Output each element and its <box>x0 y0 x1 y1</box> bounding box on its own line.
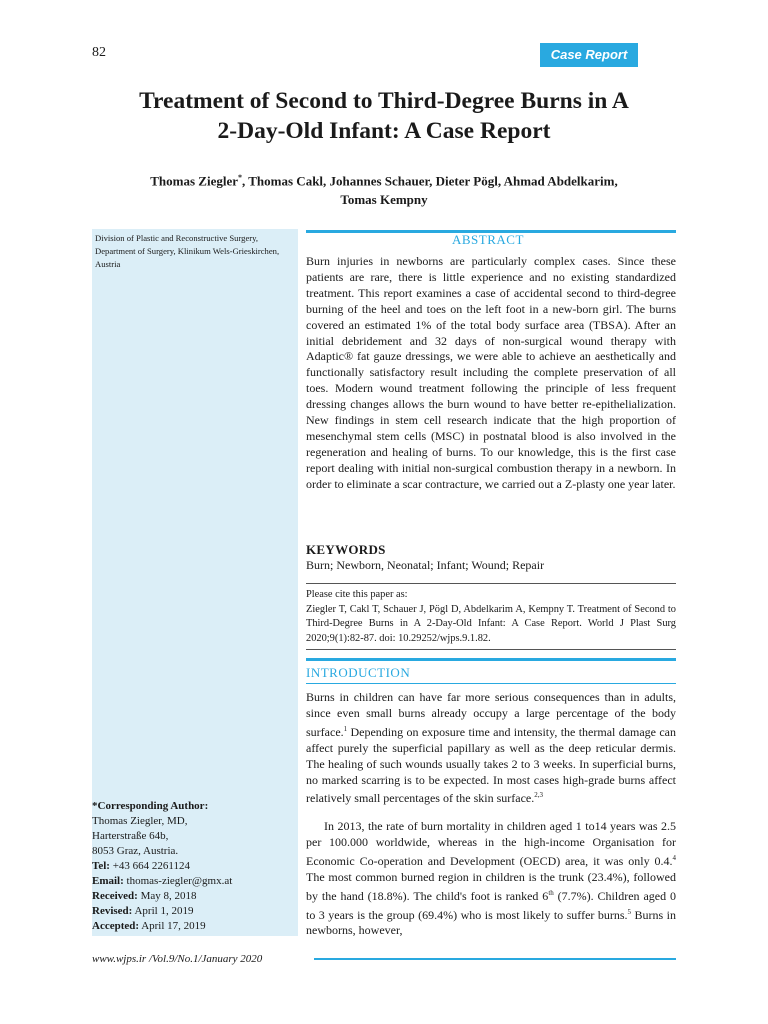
ref-5: 5 <box>627 907 632 916</box>
accepted-date: Accepted: April 17, 2019 <box>92 920 206 932</box>
revised-date: Revised: April 1, 2019 <box>92 905 194 917</box>
title-line-1: Treatment of Second to Third-Degree Burns in A <box>139 88 629 114</box>
corresponding-heading: *Corresponding Author: <box>92 800 209 812</box>
corresponding-address-1: Harterstraße 64b, <box>92 830 169 842</box>
corresponding-tel: Tel: +43 664 2261124 <box>92 860 190 872</box>
abstract-text: Burn injuries in newborns are particularly complex cases. Since these patients are rare, there is little experience and no existing standardized treatment. This report examines a case of accidental second to third-degree burning of the heel and toes on the left foot in a new-born girl. The burns covered an estimated 1% of the total body surface area (TBSA). After an initial debridement and 32 days of non-surgical wound therapy with Adaptic® fat gauze dressings, we were able to achieve an aesthetically and functionally satisfactory result including the complete preservation of all toes. Modern wound treatment following the principle of less frequent dressing changes allows the burn wound to have better re-epithelialization. New findings in stem cell research indicate that the high proportion of mesenchymal stem cells (MSC) in postnatal blood is also involved in the regeneration and healing of burns. To our knowledge, this is the first case report dealing with initial non-surgical combustion therapy in a newborn. In order to eliminate a scar contracture, we carried out a Z-plasty one year later. <box>306 254 676 491</box>
author-first: Thomas Ziegler <box>150 173 238 189</box>
introduction-paragraph-2: In 2013, the rate of burn mortality in children aged 1 to14 years was 2.5 per 100.000 worldwide, whereas in the high-income Organisation for Economic Co-operation and Development (OECD) area, it was only 0.4.$^4$ The most common burned region in children is the trunk (23.4%), followed by the hand (18.8%). The child's foot is ranked 6th (7.7%). Children aged 0 to 3 years is the group (69.4%) who is most likely to suffer burns.$^5$ Burns in newborns, however, <box>306 819 676 938</box>
corresponding-email: Email: thomas-ziegler@gmx.at <box>92 875 233 887</box>
introduction-top-rule <box>306 658 676 661</box>
received-date: Received: May 8, 2018 <box>92 890 197 902</box>
title-line-2: 2-Day-Old Infant: A Case Report <box>217 118 551 144</box>
citation-bottom-rule <box>306 649 676 650</box>
citation-text: Ziegler T, Cakl T, Schauer J, Pögl D, Abdelkarim A, Kempny T. Treatment of Second to Third-Degree Burns in A 2-Day-Old Infant: A Case Report. World J Plast Surg 2020;9(1):82-87. doi: 10.29252/wjps.9.1.82. <box>306 603 676 644</box>
keywords-heading: KEYWORDS <box>306 542 386 557</box>
page-number: 82 <box>92 45 106 60</box>
section-badge: Case Report <box>540 43 638 67</box>
abstract-heading: ABSTRACT <box>452 232 524 247</box>
corresponding-author-block <box>92 799 298 934</box>
affiliation: Division of Plastic and Reconstructive Surgery, Department of Surgery, Klinikum Wels-Grieskirchen, Austria <box>95 233 280 269</box>
author-last: Tomas Kempny <box>340 192 428 208</box>
introduction-heading-rule <box>306 683 676 684</box>
keywords-text: Burn; Newborn, Neonatal; Infant; Wound; Repair <box>306 558 545 572</box>
author-list <box>95 168 673 209</box>
author-mark: * <box>238 173 242 182</box>
superscript-th: th <box>548 888 554 897</box>
article-title <box>80 86 688 146</box>
ref-2-3: 2,3 <box>534 791 543 800</box>
ref-4: 4 <box>672 853 676 862</box>
introduction-paragraph-1: Burns in children can have far more serious consequences than in adults, since even small burns already occupy a large percentage of the body surface.$^1$ Depending on exposure time and intensity, the thermal damage can affect purely the superficial papillary as well as the deep reticular dermis. The healing of such wounds usually takes 2 to 3 weeks. In superficial burns, no marked scarring is to be expected. In most cases high-grade burns affect relatively small percentages of the skin surface.$^{2,3}$ <box>306 690 676 806</box>
citation-label: Please cite this paper as: <box>306 589 408 600</box>
citation-top-rule <box>306 583 676 584</box>
citation-block <box>306 588 676 646</box>
corresponding-address-2: 8053 Graz, Austria. <box>92 845 179 857</box>
corresponding-name: Thomas Ziegler, MD, <box>92 815 188 827</box>
introduction-heading: INTRODUCTION <box>306 665 411 680</box>
ref-1: 1 <box>343 724 348 733</box>
footer-rule <box>314 958 676 960</box>
author-rest: , Thomas Cakl, Johannes Schauer, Dieter Pögl, Ahmad Abdelkarim, <box>242 173 618 189</box>
footer-journal-info: www.wjps.ir /Vol.9/No.1/January 2020 <box>92 953 263 965</box>
